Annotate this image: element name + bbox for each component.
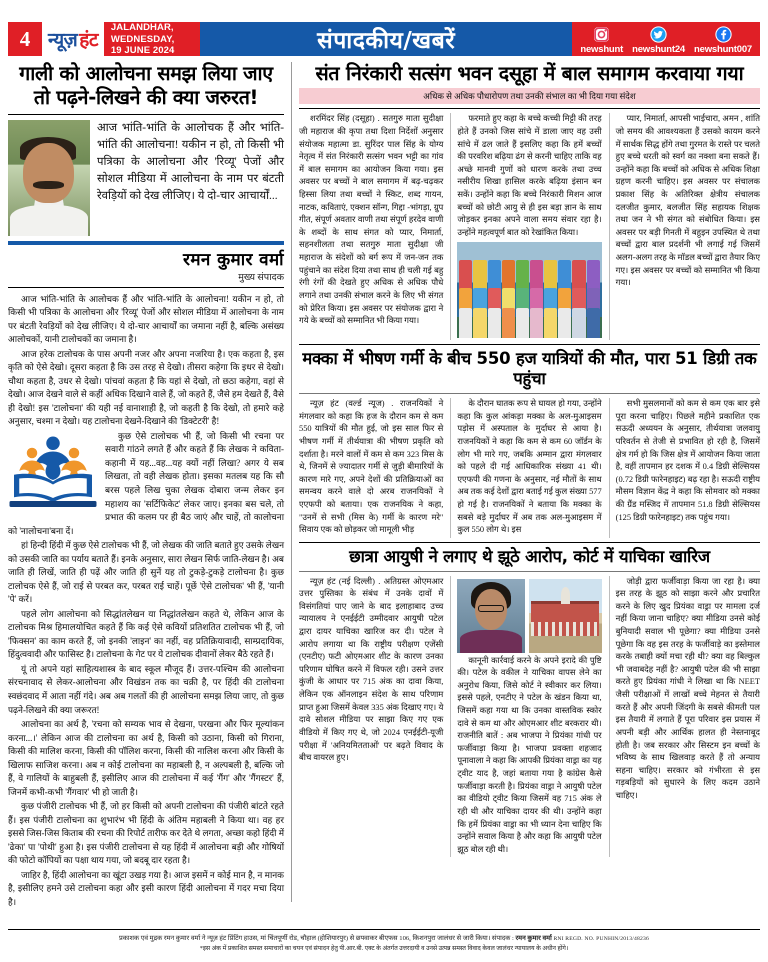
- facebook-handle: newshunt007: [694, 44, 752, 55]
- divider: [299, 571, 760, 572]
- court-photo-student: [457, 579, 524, 653]
- article-para: न्यूज़ हंट (वर्ल्ड न्यूज) . राजनयिकों ने मंगलवार को कहा कि हज के दौरान कम से कम 550 यात्रियों की मौत हुई, जो इस साल फिर से भीषण गर्मी में तीर्थयात्रा की भीषण प्रकृति को दर्शाता है। मरने वालों में कम से कम 323 मिस के थे, जिनमें से ज्यादातर गर्मी से जुड़ी बीमारियों के कारण मारे गए, अपने देशों की प्रतिक्रियाओं का समन्वय करने वाले दो अरब राजनयिकों ने एएफपी को बताया। एक राजनयिक ने कहा, "उनमें से सभी (मिस के) गर्मी के कारण मरे" सिवाय एक को छोड़कर जो मामूली भीड़: [299, 399, 444, 535]
- article-para: फरमाते हुए कहा के बच्चे कच्ची मिट्टी की तरह होते हैं उनको जिस सांचे में डाला जाए वह उसी सांचे में ढल जाते हैं इसलिए कहा कि हमें बच्चों की परवरिश बढ़िया ढंग से करनी चाहिए ताकि वह अच्छे मानवी गुणों को धारण करके तथा उच्च नसीरीय शिखा हासिल करके बढ़िया इंसान बन सकें। उन्होंने कहा कि बच्चे निरंकारी मिशन आज बच्चों को छोटी आयु से ही इस बड़ा ज्ञान के साथ जोड़कर इनका अपने वाला समय संवार रहा है। उन्होंने महत्वपूर्ण बात को रेखांकित किया।: [457, 114, 602, 237]
- editorial-para: जाहिर है, हिंदी आलोचना का खूंटा उखड़ गया है। आज इसमें न कोई मान है, न मानक है, इसीलिए हमने उसे टालोचना कहा और इसी कारण हिंदी आलोचना में गदर मचा दिया है।: [8, 869, 284, 907]
- divider: [8, 287, 284, 288]
- divider: [299, 542, 760, 543]
- instagram-handle: newshunt: [580, 44, 624, 55]
- editor-role: मुख्य संपादक: [238, 272, 284, 283]
- twitter-handle: newshunt24: [632, 44, 686, 55]
- photo-pillars: [531, 622, 600, 637]
- social-link-instagram[interactable]: [580, 26, 623, 55]
- satsang-photo-children: [457, 242, 601, 338]
- court-col-1: [299, 576, 443, 858]
- divider: [8, 114, 284, 115]
- editorial-para: पहले लोग आलोचना को सिद्धांतलेखन या निद्धांतलेखन कहते थे, लेकिन आज के टालोचक मिश्र हिमालयोचित कहते हैं कि कई ऐसे कवियों प्रतिशतित टालोचक भी हैं, जो 'फिक्सन' का काम करते हैं, जो इनकी 'लाइन' का नहीं, वह प्रतिक्रियावादी, साम्प्रदायिक, हिंदुत्ववादी और फासिस्ट है। टालोचना के गेट पर ये टालोचक दीवानों लेकर बैठे रहते हैं।: [8, 608, 284, 660]
- mecca-col-1: [299, 398, 443, 538]
- edition-date: [104, 22, 200, 56]
- facebook-icon: [715, 26, 732, 43]
- satsang-subheadline: अधिक से अधिक पौधारोपण तथा उनकी संभाल का भी दिया गया संदेश: [299, 88, 760, 104]
- satsang-headline: संत निरंकारी सत्संग भवन दसूहा में बाल समागम करवाया गया: [315, 62, 744, 85]
- court-col-2: [450, 576, 601, 858]
- editorial-para: आज हरेक टालोचक के पास अपनी नजर और अपना नजरिया है। एक कहता है, इस कृति को ऐसे देखो। दूसरा कहता है कि उस तरह से देखो। तीसरा कहेगा कि इधर से देखो। चौथा कहता है, उधर से देखो। पांचवां कहता है कि यहां से देखो, तो छठा कहेगा, वहां से देखो। आज देखने वाले से कहीं अधिक दिखाने वाले हैं, जो कहते हैं, जैसे हम देखते हैं, वैसे ही देखो! इस 'टालोचना' की यही नई वानाशाही है, जो कहती है कि देखो, तो हमारे कहे अनुसार, चश्मा न देखो। यह टालोचना देखने-दिखाने की 'डिक्टेटरी' है!: [8, 348, 284, 427]
- article-mecca: [299, 349, 760, 537]
- article-para: सभी मुसलमानों को कम से कम एक बार इसे पूरा करना चाहिए। पिछले महीने प्रकाशित एक सऊदी अध्ययन के अनुसार, तीर्थयात्रा जलवायु परिवर्तन से तेजी से प्रभावित हो रही है, जिसमें क्षेत्र गर्म हो कि जिस क्षेत्र में आयोजन किया जाता है, वहीं तापमान हर दशक में 0.4 डिग्री सेल्सियस (0.72 डिग्री फारेनहाइट) बढ़ रहा है। सऊदी राष्ट्रीय मौसम विज्ञान केंद्र ने कहा कि सोमवार को मक्का की ग्रैंड मस्जिद में तापमान 51.8 डिग्री सेल्सियस (125 डिग्री फारेनहाइट) तक पहुंच गया।: [615, 399, 760, 522]
- article-para: न्यूज़ हंट (नई दिल्ली) . अतिग्रस्त ओएमआर उत्तर पुस्तिका के संबंध में उनके दावों में विसंगतियां पाए जाने के बाद इलाहाबाद उच्च न्यायालय ने एनईईटी उम्मीदवार आयुषी पटेल द्वारा दायर याचिका खारिज कर दी। पटेल ने आरोप लगाया था कि राष्ट्रीय परीक्षण एजेंसी (एनटीए) फटी ओएमआर शीट के कारण उनका परिणाम घोषित करने में विफल रही। उसने उत्तर कुंजी के आधार पर 715 अंक का दावा किया, लेकिन एक ऑनलाइन संदेश के साथ परिणाम प्राप्त हुआ जिसमें केवल 335 अंक दिखाए गए। ये दावे सोशल मीडिया पर साझा किए गए एक वीडियो में किए गए थे, जो 2024 एनईईटी-यूजी परीक्षा में 'अनियमितताओं' पर बढ़ते विवाद के बीच वायरल हुए।: [299, 576, 444, 763]
- social-link-twitter[interactable]: [632, 26, 685, 55]
- court-photo-highcourt: [529, 579, 602, 653]
- editorial-intro: [8, 120, 284, 236]
- editorial-headline-line1: गाली को आलोचना समझ लिया जाए: [19, 62, 273, 85]
- section-title: संपादकीय/खबरें: [200, 22, 572, 56]
- article-para: प्यार, निमार्ता, आपसी भाईचारा, अमन , शांति जो समय की आवश्यकता हैं उसको कायम करने में सार्थक सिद्ध होंगे तथा गुरमत के रास्ते पर चलते हुए बच्चे धरती को स्वर्ग का नक्शा बना सकते हैं। उन्होंने कहा कि बच्चों को अधिक से अधिक शिक्षा ग्रहण करनी चाहिए। इस अवसर पर संचालक प्रकाश सिंह के अतिरिक्त क्षेत्रीय संचालक दलजीत कुमार, बलजीत सिंह सहायक शिक्षक तथा जन ने भी संगत को संबोधित किया। इस अवसर पर बड़ी गिनती में बहुइन उपस्थित थे तथा बच्चों द्वारा बाल प्रदर्शनी भी लगाई गई जिसमें अलग-अलग तरह के मॉडल बच्चों द्वारा तैयार किए गए। इस अवसर पर बच्चों को सम्मानित भी किया गया।: [615, 114, 760, 288]
- court-columns: [299, 576, 760, 858]
- newspaper-page: [0, 22, 768, 962]
- editorial-headline: [8, 62, 284, 110]
- footer-rni-regd: RNI REGD. NO. PUNHIN/2013/48236: [553, 936, 649, 943]
- publication-logo[interactable]: [42, 22, 104, 56]
- article-satsang: [299, 62, 760, 340]
- editorial-para: कुछ ऐसे टालोचक भी हैं, जो किसी भी रचना पर सवारी गांठने लगते हैं और कहते हैं कि लेखक ने कविता-कहानी में यह...वह...यह क्यों नहीं लिखा? अगर ये सब लिखता, तो वही लेखक होता। इसका मतलब यह कि सौ बरस पहले लिख चुका लेखक दोबारा जन्म लेकर इन महाशय का 'सर्टिफिकेट' लेकर जाए। इनका बस चले, तो प्रभात की कलम पर ही बैठ जाएं और चाहें, तो कालोचना को 'नालोचना'बना दें।: [8, 430, 284, 536]
- satsang-columns: [299, 113, 760, 340]
- news-column: [292, 62, 760, 902]
- court-col-3: [609, 576, 760, 858]
- page-footer: [8, 929, 760, 954]
- photo-moustache: [33, 181, 64, 189]
- page-body: [8, 62, 760, 907]
- article-para: शरमिंदर सिंह (दसूहा) . सतगुरु माता सुदीक्षा जी महाराज की कृपा तथा दिशा निर्देशों अनुसार संयोजक महात्मा डा. सुरिंदर पाल सिंह के योग्य नेतृत्व में संत निरंकारी सत्संग भवन भट्टी का गांव में बाल समागम का आयोजन किया गया। इस अवसर पर बच्चों ने बाल समागम में बढ़-चढ़कर हिस्सा लिया तथा बच्चों ने स्किट, शब्द गायन, नाटक, कविताएं, एक्शन सॉन्ग, गिद्दा -भांगड़ा, ग्रुप गीत, संपूर्ण अवतार वाणी तथा संपूर्ण हरदेव वाणी के शब्दों के साथ संगत को प्यार, निमार्ता, सहनशीलता तथा सतगुरु माता सुदीक्षा जी महाराज के संदेशों को बर्ग रूप में जन-जन तक पहुंचाने का संदेश दिया तथा साथ ही चली गई बहु रंगी रंगों की देखते हुए अधिक से अधिक पौधे लगाने तथा उनकी संभाल करने के लिए भी संगत को प्रेरित किया। इस अवसर पर संयोजक द्वारा ने गये के बच्चों को सम्मानित भी किया गया।: [299, 114, 444, 326]
- satsang-col-3: [609, 113, 760, 340]
- editorial-para: कुछ पंजीरी टालोचक भी हैं, जो हर किसी को अपनी टालोचना की पंजीरी बांटते रहते हैं। इस पंजीरी टालोचना का शुभारंभ भी हिंदी के अंतिम महाबली ने किया था। वह हर इससे जिस-जिस किताब की रचना की रिपोर्ट तारीफ कर देते थे लगता, अच्छा कहो हिंदी में 'ढेका' पा 'पोथी' हुआ है। इस पंजीरी टालोचना से यह हिंदी में आलोचना बड़ी और गोषियों की फोटो कॉपियों का पक्षा थाय गया, जो बदबू दार रहता है।: [8, 801, 284, 866]
- byline-bar: [8, 241, 284, 245]
- editorial-para: यूं तो अपने यहां साहित्यशास्त्र के बाद स्कूल मौजूद हैं। उत्तर-पश्चिम की आलोचना संरचनावाद से लेकर-आलोचना और विखंडन तक का चक्री है, पर हिंदी की टालोचना स्वछंदवाद में आता नहीं गंदे। अब अब गलतों की ही आलोचना समझ लिया जाए, तो कुछ पढ़ने-लिखने की क्या जरूरत!: [8, 663, 284, 715]
- photo-top: [460, 630, 522, 652]
- page-number: 4: [8, 22, 42, 56]
- social-link-facebook[interactable]: [694, 26, 752, 55]
- photo-dome: [561, 587, 570, 603]
- satsang-col-2: [450, 113, 601, 340]
- edition-city-day: JALANDHAR, WEDNESDAY,: [110, 22, 175, 45]
- mecca-headline: मक्का में भीषण गर्मी के बीच 550 हज यात्रियों की मौत, पारा 51 डिग्री तक पहुंचा: [302, 349, 757, 389]
- divider: [299, 344, 760, 345]
- editor-name: रमन कुमार वर्मा: [183, 249, 284, 270]
- footer-disclaimer: *इस अंक में प्रकाशित समस्त समाचारों का चयन एवं संपादन हेतु पी.आर.बी. एक्ट के अंतर्गत उत्तरदायी व उनसे उत्पन्न समस्त विवाद केवल जालंधर न्यायालय के अधीन होंगे।: [199, 945, 569, 953]
- photo-glasses: [478, 605, 505, 612]
- footer-editor-name: रमन कुमार वर्मा: [515, 935, 552, 943]
- masthead: [8, 22, 760, 56]
- editor-photo: [8, 120, 90, 236]
- instagram-icon: [593, 26, 610, 43]
- editorial-column: [8, 62, 292, 907]
- divider: [299, 108, 760, 109]
- edition-date-value: 19 JUNE 2024: [110, 45, 175, 57]
- footer-imprint-text: प्रकाशक एवं मुद्रक रमन कुमार वर्मा ने न्यूज़ हंट प्रिंटिंग हाउस, मां चिंतपूर्णी रोड, चौहाल (होशियारपुर) से छपवाकर बीएफस 106, किशनपुरा जालंधर से जारी किया। संपादक :: [119, 935, 516, 943]
- social-links: [572, 22, 760, 56]
- court-headline: छात्रा आयुषी ने लगाए थे झूठे आरोप, कोर्ट में याचिका खारिज: [349, 546, 710, 566]
- photo-face: [23, 143, 74, 203]
- logo-text-secondary: हंट: [79, 29, 98, 51]
- footer-imprint: [8, 934, 760, 944]
- twitter-icon: [650, 26, 667, 43]
- mecca-col-3: [609, 398, 760, 538]
- logo-text-primary: न्यूज़: [48, 29, 78, 51]
- article-para: के दौरान घातक रूप से घायल हो गया, उन्होंने कहा कि कुल आंकड़ा मक्का के अल-मुआइसम पड़ोस में अस्पताल के मुर्दाघर से आया है। राजनयिकों ने कहा कि कम से कम 60 जॉर्डन के लोग भी मारे गए, जबकि अम्मान द्वारा मंगलवार को पहले दी गई आधिकारिक संख्या 41 थी। एएफपी की गणना के अनुसार, नई मौतों के साथ अब तक कई देशों द्वारा बताई गई कुल संख्या 577 हो गई है। राजनयिकों ने बताया कि मक्का के सबसे बड़े मुर्दाघर में अब तक अल-मुआइसम में कुल 550 लोग थे। इस: [457, 399, 602, 535]
- editorial-para: हां हिन्दी हिंदी में कुछ ऐसे टालोचक भी हैं, जो लेखक की जाति बताते हुए उसके लेखन को उसकी जाति का पर्याय बताते हैं। इनके अनुसार, सारा लेखन सिर्फ जाति-लेखन है। अब जाति ही लिखें, जाति ही पढ़ें और जाति ही सुनें यह तो टुकड़े-टुकड़े टालोचना है। कुछ टालोचक ऐसे हैं, जो राई से परबत कर, परबत राई चाहें। पूछें 'ऐसे टालोचक' भी हैं, 'यानी 'पे' करें।: [8, 540, 284, 605]
- mecca-columns: [299, 398, 760, 538]
- editorial-lead: आज भांति-भांति के आलोचक हैं और भांति-भांति की आलोचना! यकीन न हो, तो किसी भी पत्रिका के आलोचना और 'रिव्यू' पेजों और सोशल मीडिया में आलोचना के नाम पर बंटती रेवड़ियों को देख लीजिए। ये दो-चार आचार्यों...: [97, 121, 284, 202]
- editorial-body: [8, 293, 284, 911]
- article-para: जोड़ी द्वारा फर्जीवाड़ा किया जा रहा है। क्या इस तरह के झूठ को साझा करने और प्रचारित करने के लिए खुद प्रियंका वाड्रा पर मामला दर्ज नहीं किया जाना चाहिए? क्या मीडिया उनसे कोई बुनियादी सवाल भी पूछेगा? क्या मीडिया उनसे पूछेगा कि वह इस तरह के फर्जीवाड़े का इस्तेमाल करके तबाही क्यों मचा रही थी? क्या वह बिल्कुल भी जवाबदेह नहीं है? आयुषी पटेल की भी साझा करते हुए प्रियंका गांधी ने लिखा था कि NEET जैसी परीक्षाओं में लाखों बच्चे मेहनत से तैयारी करते हैं और अपनी जिंदगी के सबसे कीमती पल इस तैयारी में लगाते हैं पूरा परिवार इस प्रयास में अपनी बड़ी और आर्थिक हालत ही नेस्तनाबूद होती है। जब सरकार और सिस्टम इन बच्चों के भविष्य के साथ खिलवाड़ करते हैं तो अन्याय सहना चाहिए। सरकार को गंभीरता से इस गड़बड़ियों को सुधारने के लिए कदम उठाने चाहिए।: [615, 576, 760, 800]
- editorial-headline-line2: तो पढ़ने-लिखने की क्या जरुरत!: [33, 85, 259, 109]
- editorial-para: आलोचना का अर्थ है, 'रचना को सम्यक भाव से देखना, परखना और फिर मूल्यांकन करना...।' लेकिन आज की टालोचना का अर्थ है, किसी को उठाना, किसी को गिराना, किसी की मालिश करना, किसी की पॉलिश करना, किसी की नालिश करना और किसी के खिलाफ साजिश करना। अब न कोई टालोचना का महाबली है, न अल्पबली है, बल्कि जो हैं, वे गालियों के बाहुबली हैं, इसीलिए आज की टालोचना में कई 'गैंग' और 'गैंगस्टर' हैं, जिनमें कभी-कभी 'गैंगवार' भी हो जाती है।: [8, 719, 284, 797]
- editorial-para: आज भांति-भांति के आलोचक हैं और भांति-भांति के आलोचना! यकीन न हो, तो किसी भी पत्रिका के आलोचना और 'रिव्यू' पेजों और सोशल मीडिया में आलोचना के नाम पर बंटती रेवड़ियों को देख लीजिए। ये दो-चार आचार्यों का जमाना नहीं है, बल्कि असंख्य आलोचकों, यानी टालोचकों का जमाना है।: [8, 293, 284, 345]
- satsang-col-1: [299, 113, 443, 340]
- article-para: कानूनी कार्रवाई करने के अपने इरादे की पुष्टि की। पटेल के वकील ने याचिका वापस लेने का अनुरोध किया, जिसे कोर्ट ने स्वीकार कर लिया। इससे पहले, एनटीए ने पटेल के खंडन किया था, जिसमें कहा गया था कि उनका वास्तविक स्कोर दावे से कम था और ओएमआर शीट बरकरार थी। राजनीति बातें : अब भाजपा ने प्रियंका गांधी पर फर्जीवाड़ा किया है। भाजपा प्रवक्ता शहजाद पूनावाला ने कहा कि आपकी प्रियंका वाड्रा का यह ट्वीट याद है, जहां बताया गया है कांग्रेस कैसे फर्जीवाड़ा करती है। प्रियंका वाड्रा ने आयुषी पटेल का वीडियो ट्वीट किया जिसमें वह 715 अंक ले रही थी और याचिका दायर की थी। उन्होंने कहा कि हमें प्रियंका वाड्रा का भी ध्यान देना चाहिए कि उन्होंने सवाल किया है और कहा कि आयुषी पटेल झूठ बोल रही थी।: [457, 655, 602, 854]
- open-book-illustration: [8, 432, 98, 510]
- mecca-col-2: [450, 398, 601, 538]
- photo-shirt: [10, 205, 89, 235]
- article-court: [299, 547, 760, 858]
- divider: [299, 393, 760, 394]
